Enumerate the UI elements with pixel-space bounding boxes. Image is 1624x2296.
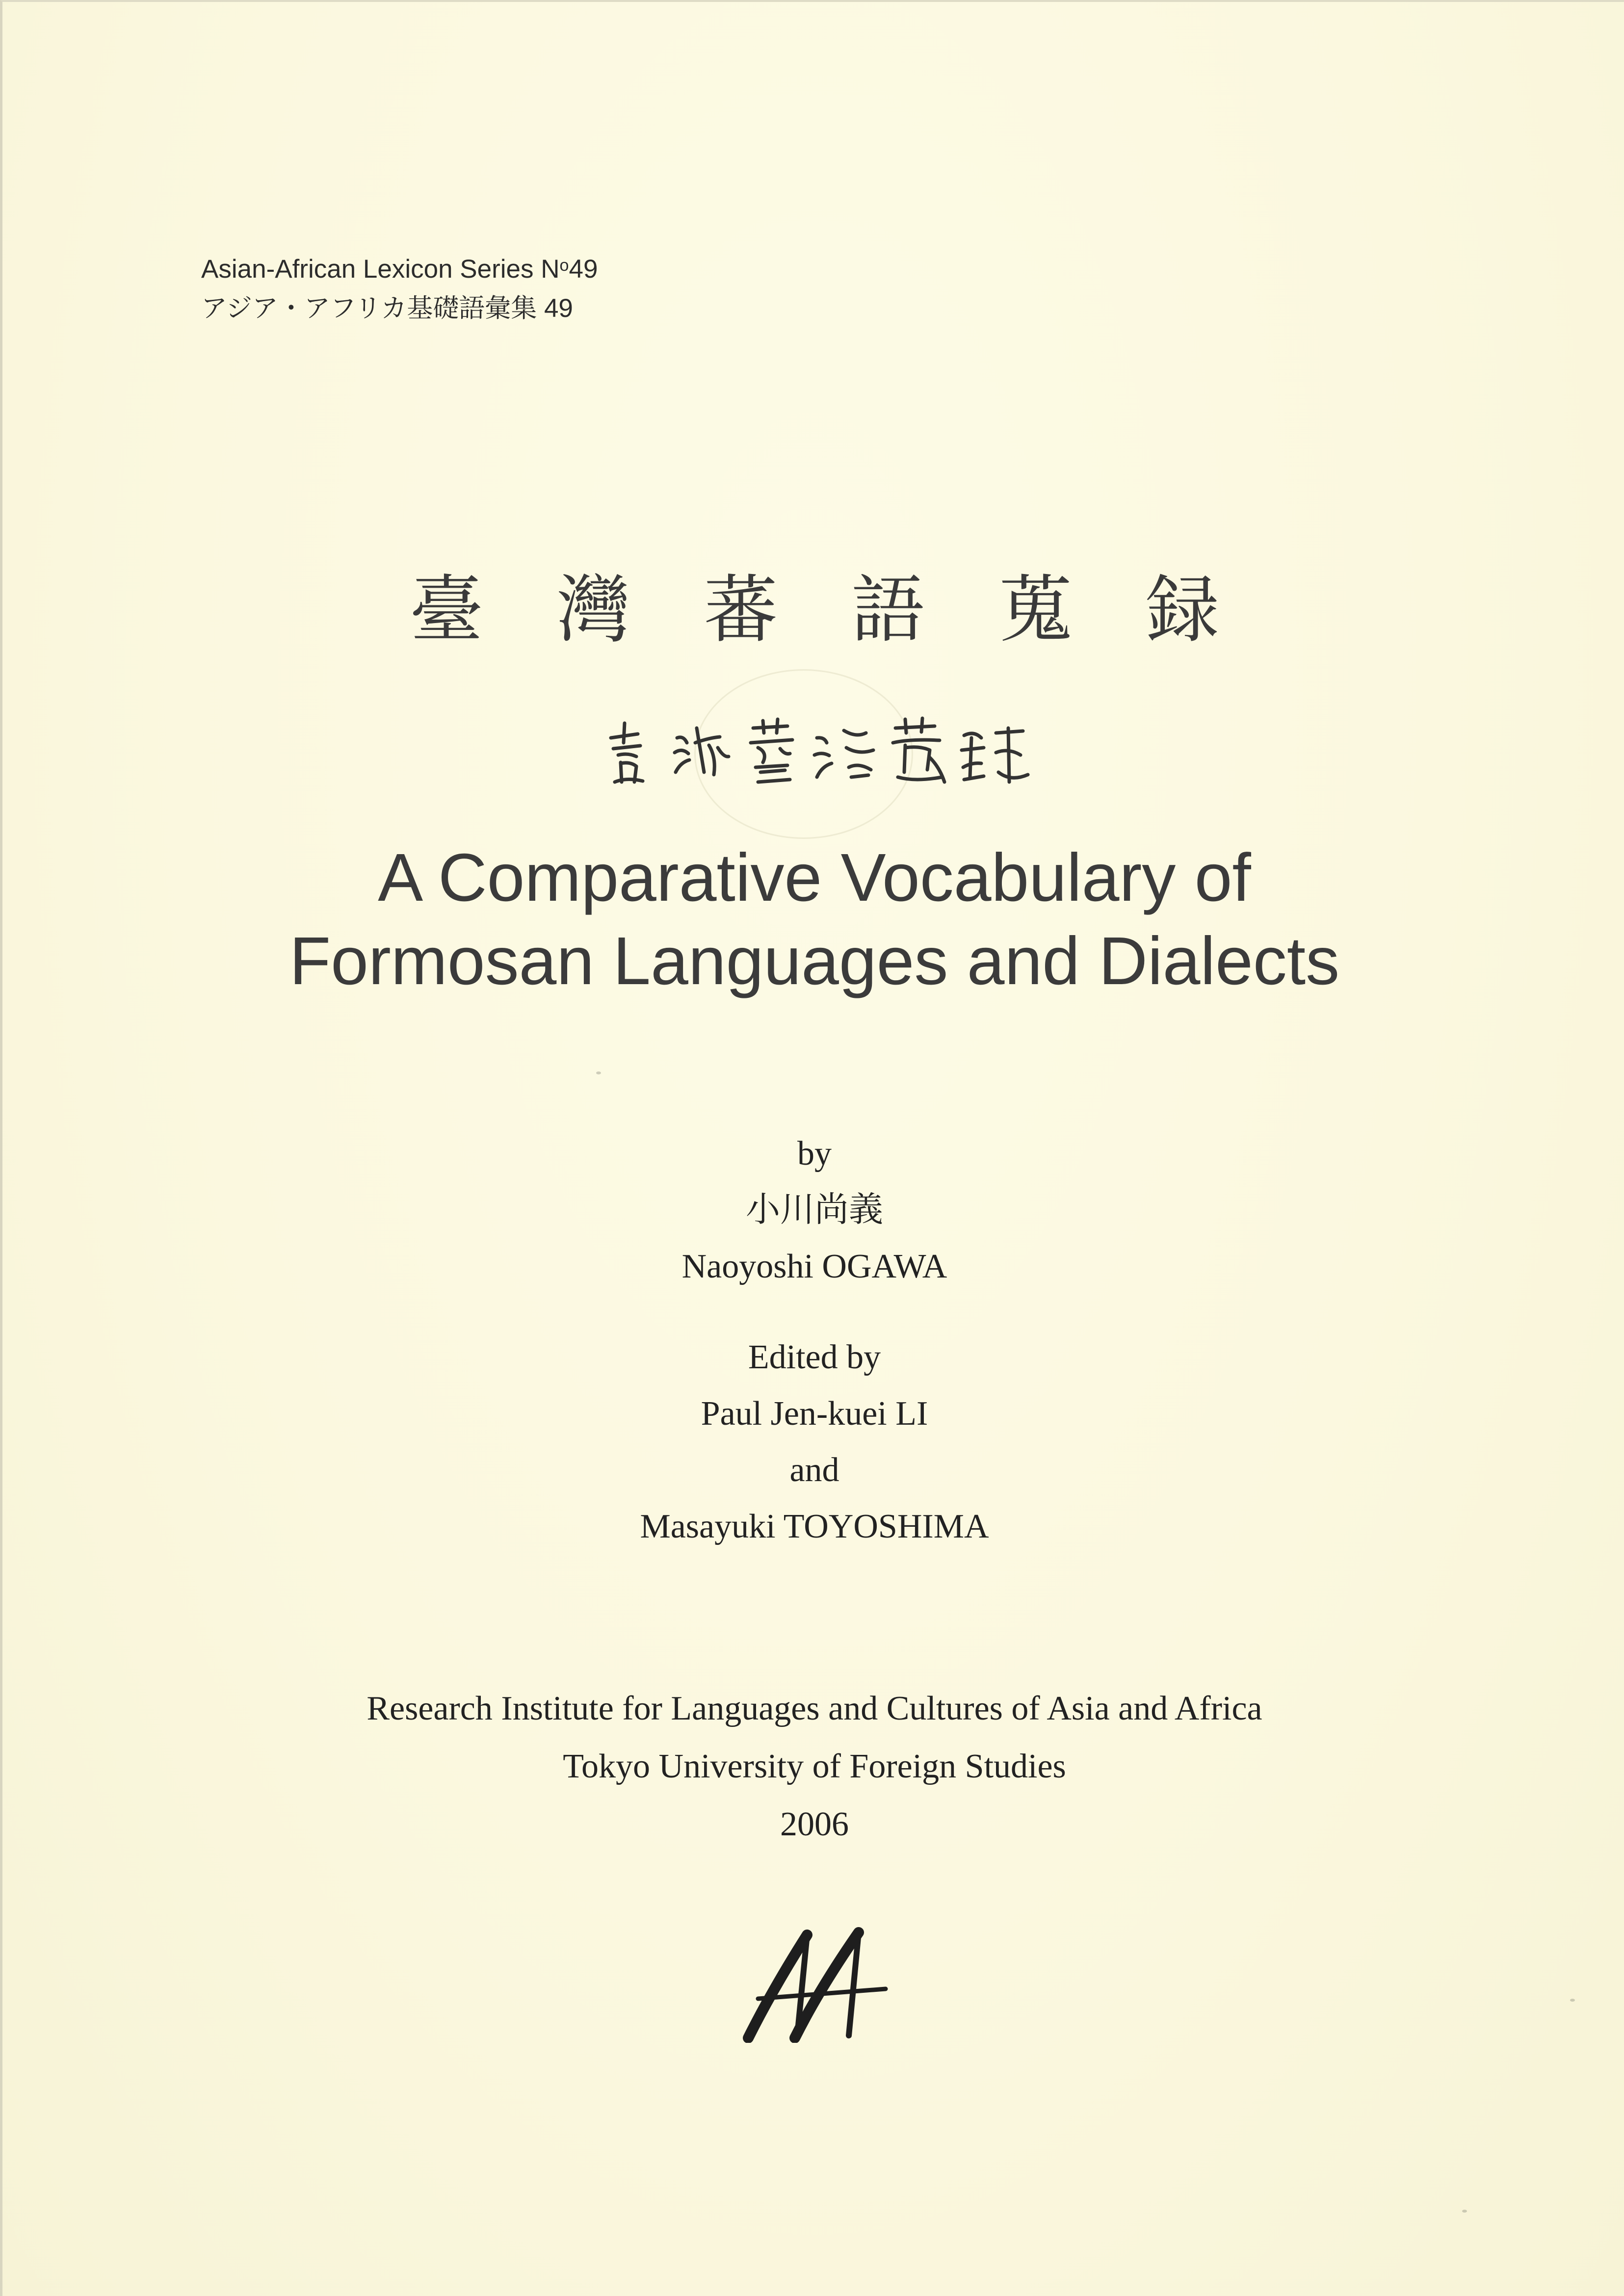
series-info	[201, 250, 598, 328]
kanji-title-char: 蕃	[704, 568, 778, 653]
series-title-en: Asian-African Lexicon Series $N^o49$	[201, 255, 598, 284]
author-name-ja: 小川尚義	[746, 1191, 883, 1229]
series-title-ja: アジア・アフリカ基礎語彙集 49	[201, 294, 573, 323]
editor-name: Masayuki TOYOSHIMA	[640, 1508, 989, 1545]
editor-name: Paul Jen-kuei LI	[701, 1395, 928, 1433]
kanji-title-char: 蒐	[998, 568, 1073, 653]
author-block	[2, 1125, 1624, 1295]
kanji-title-char: 録	[1146, 568, 1220, 653]
publisher-institute: Research Institute for Languages and Cultures of Asia and Africa	[367, 1690, 1262, 1727]
publisher-block	[2, 1680, 1624, 1853]
calligraphy-title-image	[591, 708, 1043, 792]
kanji-title-char: 語	[851, 568, 925, 653]
english-title	[2, 836, 1624, 1003]
by-label: by	[797, 1135, 832, 1173]
edited-by-label: Edited by	[748, 1338, 881, 1376]
and-label: and	[789, 1451, 839, 1489]
paper-speck	[596, 1071, 601, 1074]
author-name-en: Naoyoshi OGAWA	[681, 1248, 947, 1285]
paper-speck	[1570, 1999, 1575, 2002]
publication-year: 2006	[780, 1805, 849, 1843]
english-title-line1: A Comparative Vocabulary of	[378, 840, 1251, 915]
kanji-title-char: 灣	[556, 568, 630, 653]
publisher-university: Tokyo University of Foreign Studies	[563, 1748, 1066, 1785]
kanji-title	[2, 566, 1624, 654]
editors-block	[2, 1329, 1624, 1555]
paper-speck	[1462, 2210, 1467, 2213]
english-title-line2: Formosan Languages and Dialects	[289, 923, 1340, 999]
kanji-title-char: 臺	[409, 568, 483, 653]
aa-logo-icon	[738, 1925, 895, 2043]
